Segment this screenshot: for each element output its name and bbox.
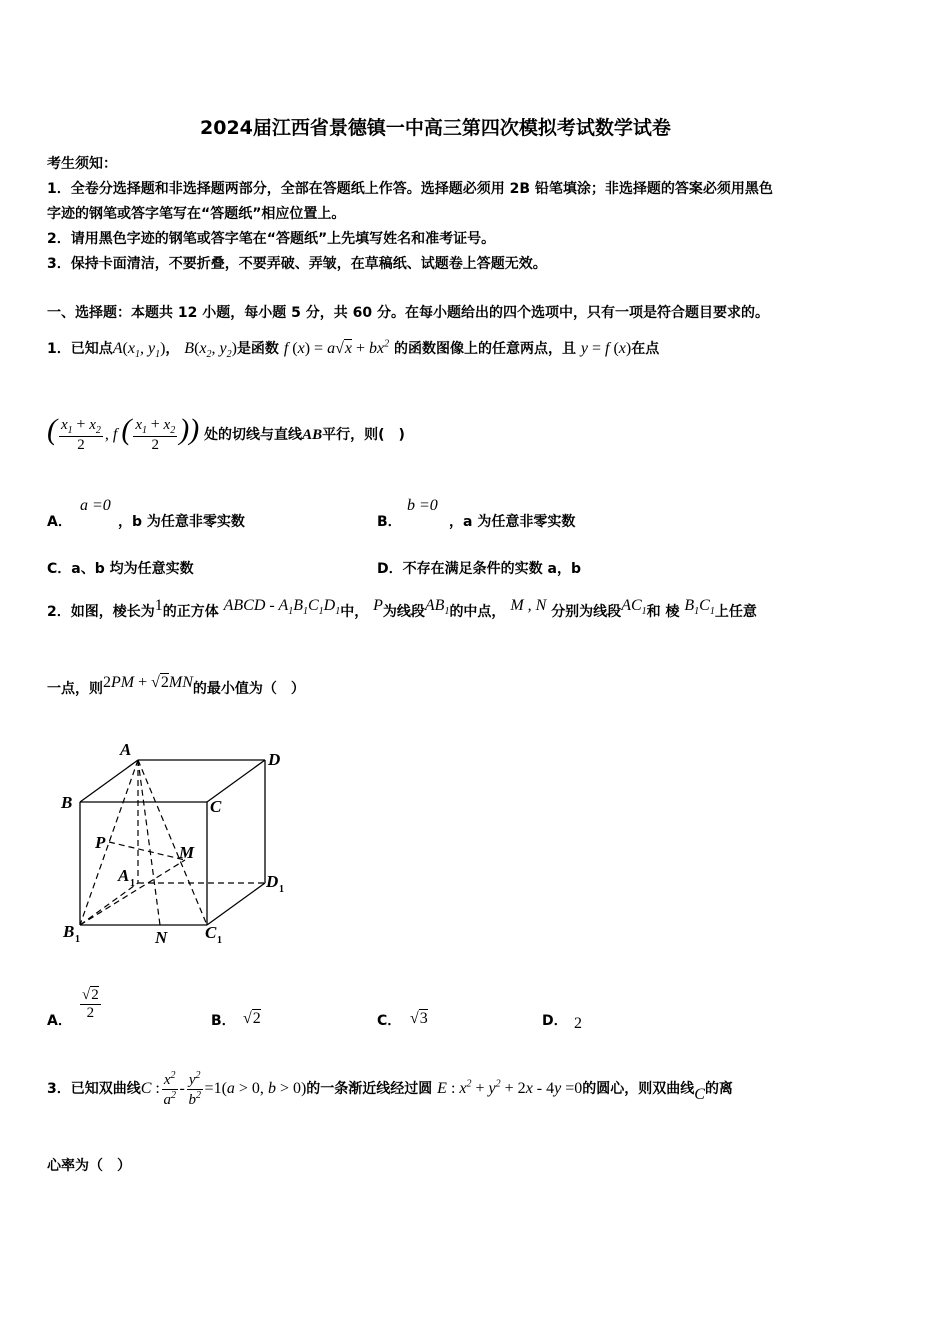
q2-text: 中， bbox=[340, 604, 369, 620]
notice-line-3: 3．保持卡面清洁，不要折叠，不要弄破、弄皱，在草稿纸、试题卷上答题无效。 bbox=[47, 256, 547, 272]
q2-option-a: A． bbox=[47, 1013, 72, 1029]
q1-point-a: $A(x_1$, $y_1$) bbox=[112, 340, 166, 361]
q3-line-1 bbox=[47, 1070, 733, 1109]
label-b1: B bbox=[63, 922, 75, 941]
q2-text: 的中点， bbox=[449, 604, 506, 620]
label-d1: D bbox=[266, 872, 279, 891]
q3-line-2: 心率为（ ） bbox=[47, 1158, 131, 1174]
label-m: M bbox=[179, 843, 195, 862]
q1-y-eq-fx: y = f (x) bbox=[580, 340, 632, 357]
q3-hyperbola: C : $\frac{x^2}{a^2}$ - $\frac{y^2}{b^2}$ =1(a > 0, b > 0) bbox=[140, 1070, 307, 1108]
label-a: A bbox=[120, 740, 132, 759]
q1-option-d: D．不存在满足条件的实数 a，b bbox=[377, 561, 581, 577]
q3-text: 的一条渐近线经过圆 bbox=[306, 1081, 433, 1098]
q1-function: f $(x) = a√x + bx^2$ bbox=[283, 338, 390, 357]
q1-option-a-text: ，b 为任意非零实数 bbox=[118, 514, 245, 530]
q2-text: 分别为线段 bbox=[551, 604, 622, 620]
q1-line-1 bbox=[47, 338, 659, 360]
q2-option-c-math: √3 bbox=[410, 1010, 428, 1027]
q1-midpoint: ( $\frac{x_1 + x_2}{2}$ , f ( $\frac{x_1 + x_2}{2}$ )) bbox=[47, 413, 200, 454]
q1-text: ， bbox=[165, 341, 180, 357]
q2-text: 的最小值为（ ） bbox=[192, 681, 305, 697]
label-p: P bbox=[95, 833, 106, 852]
q2-segment-ac1: $AC_1$ bbox=[621, 597, 647, 618]
q1-line-ab: AB bbox=[302, 427, 323, 443]
label-d: D bbox=[268, 750, 281, 769]
q2-text: 为线段 bbox=[382, 604, 425, 620]
q2-point-p: P bbox=[373, 597, 383, 614]
q2-option-b-math: √2 bbox=[243, 1010, 261, 1027]
notice-line-2: 2．请用黑色字迹的钢笔或答字笔在“答题纸”上先填写姓名和准考证号。 bbox=[47, 231, 496, 247]
q1-text: 的函数图像上的任意两点，且 bbox=[393, 341, 576, 357]
q3-text: 3．已知双曲线 bbox=[47, 1081, 141, 1098]
q2-edge-length: 1 bbox=[154, 597, 163, 614]
q1-option-b-text: ，a 为任意非零实数 bbox=[449, 514, 576, 530]
notice-line-1a: 1．全卷分选择题和非选择题两部分，全部在答题纸上作答。选择题必须用 2B 铅笔填涂；非选择题的答案必须用黑色 bbox=[47, 181, 773, 197]
q2-text: 2．如图，棱长为 bbox=[47, 604, 155, 620]
label-b: B bbox=[61, 793, 73, 812]
q2-text: 上任意 bbox=[714, 604, 757, 620]
q1-text: 1．已知点 bbox=[47, 341, 113, 357]
q2-expression: 2PM + √2MN bbox=[103, 674, 193, 691]
q2-option-d: D． bbox=[542, 1013, 568, 1029]
q1-text: 处的切线与直线 bbox=[204, 427, 303, 443]
q2-text: 的正方体 bbox=[162, 604, 219, 620]
q2-segment-ab1: $AB_1$ bbox=[424, 597, 450, 618]
q2-text: 一点，则 bbox=[47, 681, 103, 697]
section-heading: 一、选择题：本题共 12 小题，每小题 5 分，共 60 分。在每小题给出的四个选项中，只有一项是符合题目要求的。 bbox=[47, 305, 769, 321]
q1-option-a: A． bbox=[47, 514, 72, 530]
q2-option-a-math: $\frac{√2}{2}$ bbox=[82, 987, 99, 1021]
q1-option-c: C．a、b 均为任意实数 bbox=[47, 561, 194, 577]
q1-option-b: B． bbox=[377, 514, 402, 530]
page-title: 2024届江西省景德镇一中高三第四次模拟考试数学试卷 bbox=[200, 117, 671, 139]
label-a1-sub: 1 bbox=[130, 878, 135, 889]
q3-text: 的离 bbox=[704, 1081, 733, 1098]
label-c: C bbox=[210, 797, 222, 816]
q3-circle: E : $x^2 + y^2 + 2x - 4y =0$ bbox=[437, 1078, 583, 1098]
q2-option-c: C． bbox=[377, 1013, 402, 1029]
q2-option-b: B． bbox=[211, 1013, 236, 1029]
q3-text: 的圆心，则双曲线 bbox=[582, 1081, 695, 1098]
q1-text: 在点 bbox=[631, 341, 660, 357]
q2-line-2 bbox=[47, 674, 305, 698]
cube-figure bbox=[55, 735, 295, 950]
q1-text: 平行，则( ) bbox=[322, 427, 405, 443]
q2-text: 和 棱 bbox=[646, 604, 680, 620]
notice-heading: 考生须知： bbox=[47, 156, 117, 172]
q1-text: 是函数 bbox=[236, 341, 279, 357]
q1-option-b-math: b =0 bbox=[407, 497, 438, 514]
label-d1-sub: 1 bbox=[279, 884, 284, 895]
q1-line-2 bbox=[47, 413, 405, 454]
q2-points-mn: M , N bbox=[510, 597, 547, 614]
q3-curve-c: C bbox=[694, 1086, 705, 1104]
label-c1: C bbox=[205, 923, 217, 942]
label-c1-sub: 1 bbox=[217, 935, 222, 946]
q1-option-a-math: a =0 bbox=[80, 497, 111, 514]
notice-line-1b: 字迹的钢笔或答字笔写在“答题纸”相应位置上。 bbox=[47, 206, 346, 222]
label-b1-sub: 1 bbox=[75, 934, 80, 945]
q2-line-1 bbox=[47, 597, 757, 623]
label-n: N bbox=[155, 928, 168, 947]
label-a1: A bbox=[118, 866, 130, 885]
q2-option-d-math: 2 bbox=[574, 1015, 582, 1032]
q1-point-b: $B(x_2$, $y_2$) bbox=[184, 340, 237, 361]
q2-cube-name: ABCD - $A_1B_1C_1D_1$ bbox=[223, 597, 341, 618]
q2-edge-b1c1: $B_1C_1$ bbox=[684, 597, 715, 618]
